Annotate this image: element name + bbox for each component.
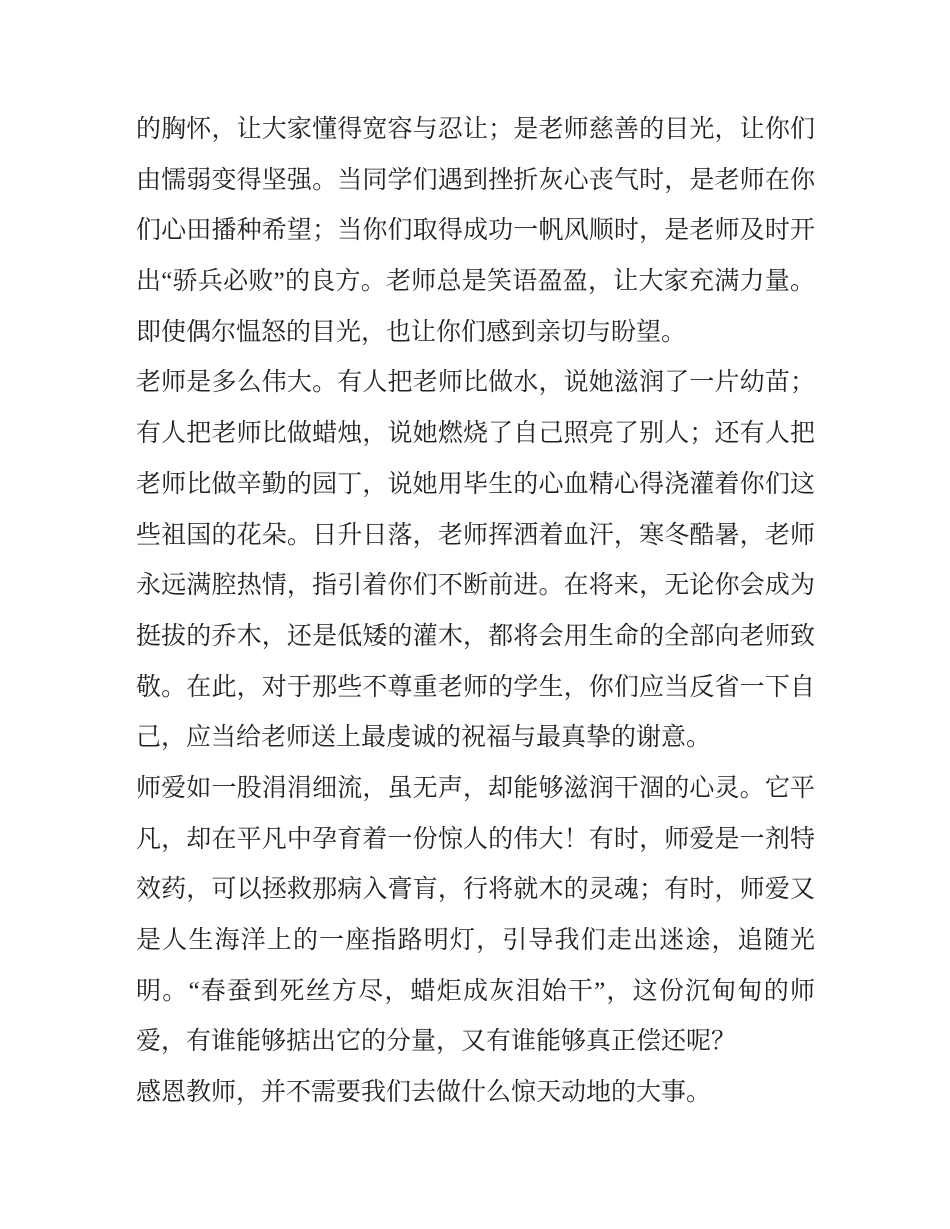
text-line: 些祖国的花朵。日升日落，老师挥洒着血汗，寒冬酷暑，老师 <box>136 521 815 549</box>
paragraph <box>136 105 815 358</box>
text-line: 永远满腔热情，指引着你们不断前进。在将来，无论你会成为 <box>136 572 815 600</box>
text-line: 出“骄兵必败”的良方。老师总是笑语盈盈，让大家充满力量。 <box>136 268 815 296</box>
text-line: 敬。在此，对于那些不尊重老师的学生，你们应当反省一下自 <box>136 673 815 701</box>
text-line: 己，应当给老师送上最虔诚的祝福与最真挚的谢意。 <box>136 724 712 752</box>
text-line: 的胸怀，让大家懂得宽容与忍让；是老师慈善的目光，让你们 <box>136 116 815 143</box>
text-line: 师爱如一股涓涓细流，虽无声，却能够滋润干涸的心灵。它平 <box>136 774 815 802</box>
text-line: 爱，有谁能够掂出它的分量，又有谁能够真正偿还呢？ <box>136 1028 737 1056</box>
document-page <box>136 105 815 1119</box>
paragraph <box>136 358 815 764</box>
text-line: 老师是多么伟大。有人把老师比做水，说她滋润了一片幼苗； <box>136 369 815 397</box>
text-line: 有人把老师比做蜡烛，说她燃烧了自己照亮了别人；还有人把 <box>136 420 815 448</box>
text-line: 即使偶尔愠怒的目光，也让你们感到亲切与盼望。 <box>136 318 687 346</box>
paragraph <box>136 764 815 1068</box>
text-line: 凡，却在平凡中孕育着一份惊人的伟大！有时，师爱是一剂特 <box>136 825 815 853</box>
text-line: 们心田播种希望；当你们取得成功一帆风顺时，是老师及时开 <box>136 217 815 245</box>
text-line: 感恩教师，并不需要我们去做什么惊天动地的大事。 <box>136 1079 712 1107</box>
text-line: 效药，可以拯救那病入膏肓，行将就木的灵魂；有时，师爱又 <box>136 876 815 904</box>
text-line: 老师比做辛勤的园丁，说她用毕生的心血精心得浇灌着你们这 <box>136 470 815 498</box>
text-line: 明。“春蚕到死丝方尽，蜡炬成灰泪始干”，这份沉甸甸的师 <box>136 977 815 1005</box>
text-line: 挺拔的乔木，还是低矮的灌木，都将会用生命的全部向老师致 <box>136 622 815 650</box>
text-line: 由懦弱变得坚强。当同学们遇到挫折灰心丧气时，是老师在你 <box>136 166 815 194</box>
text-line: 是人生海洋上的一座指路明灯，引导我们走出迷途，追随光 <box>136 927 815 954</box>
paragraph <box>136 1068 815 1119</box>
